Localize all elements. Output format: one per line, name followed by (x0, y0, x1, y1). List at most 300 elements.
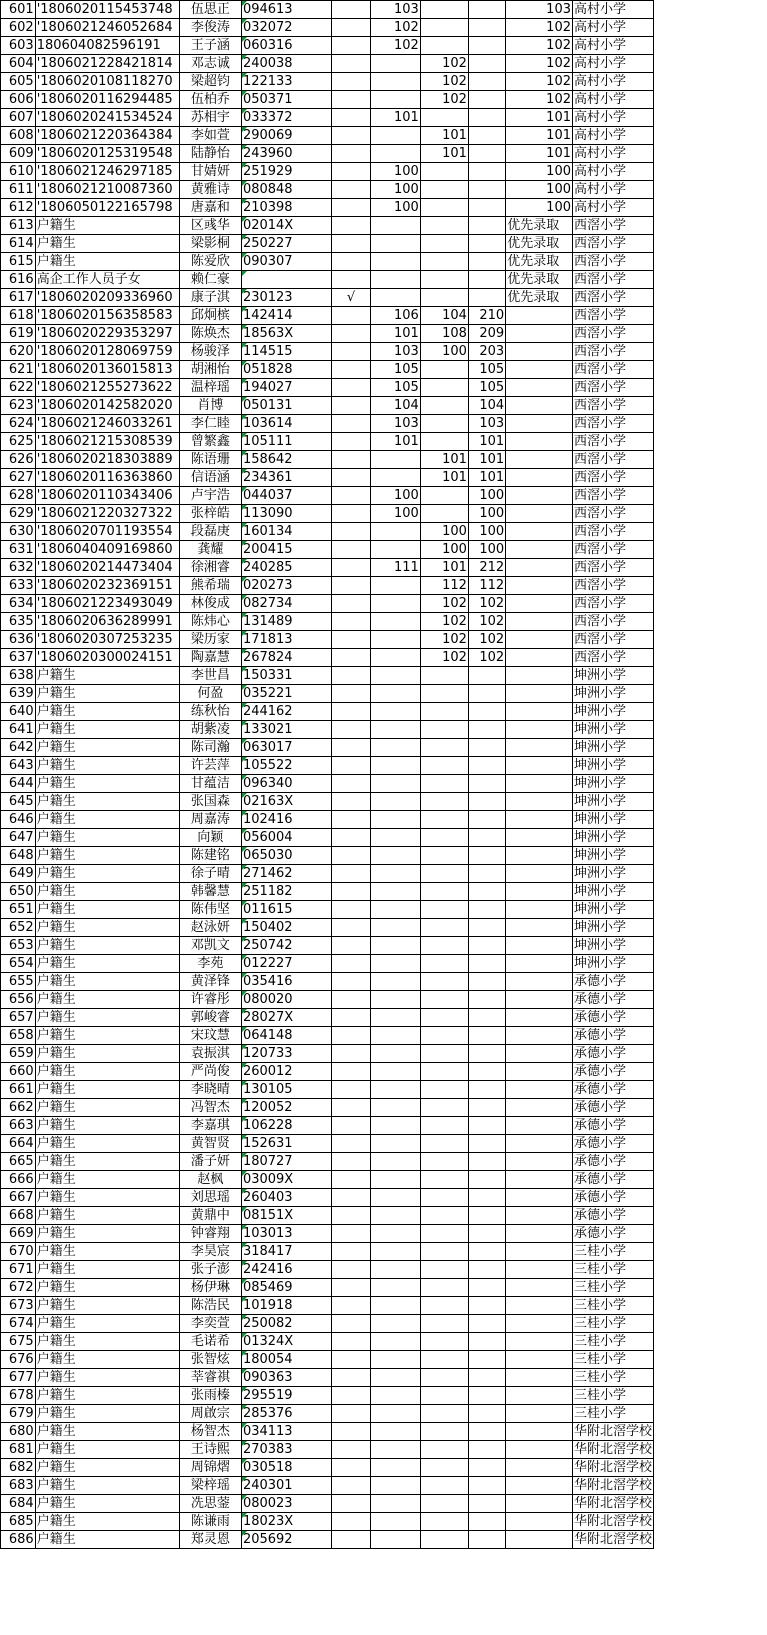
score-2-cell[interactable] (420, 1207, 468, 1225)
table-row[interactable] (1, 631, 767, 649)
student-name-cell[interactable]: 莘睿祺 (179, 1369, 241, 1387)
student-code-cell[interactable]: 18023X (241, 1513, 331, 1531)
row-number-cell[interactable]: 638 (1, 667, 36, 685)
student-code-cell[interactable]: 131489 (241, 613, 331, 631)
check-mark-cell[interactable] (332, 1027, 371, 1045)
score-1-cell[interactable] (370, 1279, 420, 1297)
student-id-cell[interactable]: 户籍生 (35, 217, 179, 235)
score-2-cell[interactable] (420, 757, 468, 775)
score-2-cell[interactable]: 104 (420, 307, 468, 325)
school-name-cell[interactable]: 三桂小学 (573, 1315, 654, 1333)
table-row[interactable] (1, 1279, 767, 1297)
total-score-cell[interactable] (468, 1045, 505, 1063)
total-score-cell[interactable]: 102 (468, 595, 505, 613)
row-number-cell[interactable]: 627 (1, 469, 36, 487)
check-mark-cell[interactable] (332, 361, 371, 379)
student-code-cell[interactable]: 044037 (241, 487, 331, 505)
student-code-cell[interactable]: 158642 (241, 451, 331, 469)
row-number-cell[interactable]: 651 (1, 901, 36, 919)
check-mark-cell[interactable] (332, 1459, 371, 1477)
table-row[interactable] (1, 739, 767, 757)
student-id-cell[interactable]: 户籍生 (35, 865, 179, 883)
student-code-cell[interactable]: 113090 (241, 505, 331, 523)
score-2-cell[interactable] (420, 775, 468, 793)
score-1-cell[interactable] (370, 1531, 420, 1549)
student-id-cell[interactable]: 户籍生 (35, 775, 179, 793)
check-mark-cell[interactable] (332, 1009, 371, 1027)
row-number-cell[interactable]: 618 (1, 307, 36, 325)
school-name-cell[interactable]: 承德小学 (573, 1153, 654, 1171)
student-code-cell[interactable]: 050371 (241, 91, 331, 109)
score-2-cell[interactable] (420, 1189, 468, 1207)
check-mark-cell[interactable] (332, 1495, 371, 1513)
total-score-cell[interactable] (468, 1207, 505, 1225)
student-name-cell[interactable]: 冼思蓥 (179, 1495, 241, 1513)
total-score-cell[interactable] (468, 739, 505, 757)
total-score-cell[interactable] (468, 271, 505, 289)
student-name-cell[interactable]: 李晓晴 (179, 1081, 241, 1099)
table-row[interactable] (1, 109, 767, 127)
check-mark-cell[interactable] (332, 721, 371, 739)
score-1-cell[interactable]: 100 (370, 487, 420, 505)
priority-note-cell[interactable] (506, 379, 573, 397)
student-code-cell[interactable]: 030518 (241, 1459, 331, 1477)
priority-note-cell[interactable] (506, 1243, 573, 1261)
score-1-cell[interactable] (370, 145, 420, 163)
score-2-cell[interactable] (420, 1315, 468, 1333)
student-code-cell[interactable]: 285376 (241, 1405, 331, 1423)
check-mark-cell[interactable] (332, 1243, 371, 1261)
score-1-cell[interactable] (370, 91, 420, 109)
total-score-cell[interactable]: 105 (468, 379, 505, 397)
check-mark-cell[interactable] (332, 973, 371, 991)
student-name-cell[interactable]: 康子淇 (179, 289, 241, 307)
student-id-cell[interactable]: 户籍生 (35, 1225, 179, 1243)
score-1-cell[interactable]: 103 (370, 1, 420, 19)
row-number-cell[interactable]: 647 (1, 829, 36, 847)
student-name-cell[interactable]: 邓志诚 (179, 55, 241, 73)
total-score-cell[interactable] (468, 1027, 505, 1045)
total-score-cell[interactable] (468, 1513, 505, 1531)
check-mark-cell[interactable] (332, 127, 371, 145)
student-name-cell[interactable]: 甘婧妍 (179, 163, 241, 181)
student-code-cell[interactable]: 242416 (241, 1261, 331, 1279)
student-name-cell[interactable]: 李俊涛 (179, 19, 241, 37)
row-number-cell[interactable]: 659 (1, 1045, 36, 1063)
row-number-cell[interactable]: 608 (1, 127, 36, 145)
check-mark-cell[interactable] (332, 739, 371, 757)
priority-note-cell[interactable] (506, 883, 573, 901)
student-code-cell[interactable]: 090363 (241, 1369, 331, 1387)
check-mark-cell[interactable] (332, 55, 371, 73)
score-1-cell[interactable]: 102 (370, 37, 420, 55)
priority-note-cell[interactable] (506, 325, 573, 343)
table-row[interactable] (1, 271, 767, 289)
student-code-cell[interactable] (241, 271, 331, 289)
student-name-cell[interactable]: 甘蕴洁 (179, 775, 241, 793)
score-1-cell[interactable] (370, 55, 420, 73)
total-score-cell[interactable] (468, 181, 505, 199)
student-code-cell[interactable]: 103013 (241, 1225, 331, 1243)
student-code-cell[interactable]: 205692 (241, 1531, 331, 1549)
student-name-cell[interactable]: 梁超钧 (179, 73, 241, 91)
total-score-cell[interactable]: 112 (468, 577, 505, 595)
student-code-cell[interactable]: 080020 (241, 991, 331, 1009)
school-name-cell[interactable]: 高村小学 (573, 181, 654, 199)
row-number-cell[interactable]: 630 (1, 523, 36, 541)
school-name-cell[interactable]: 坤洲小学 (573, 883, 654, 901)
score-1-cell[interactable]: 103 (370, 415, 420, 433)
score-2-cell[interactable] (420, 829, 468, 847)
score-2-cell[interactable]: 108 (420, 325, 468, 343)
row-number-cell[interactable]: 621 (1, 361, 36, 379)
student-id-cell[interactable]: '1806021220327322 (35, 505, 179, 523)
table-row[interactable] (1, 1441, 767, 1459)
student-id-cell[interactable]: '1806020115453748 (35, 1, 179, 19)
student-id-cell[interactable]: 户籍生 (35, 1423, 179, 1441)
score-1-cell[interactable] (370, 1225, 420, 1243)
score-1-cell[interactable]: 104 (370, 397, 420, 415)
check-mark-cell[interactable] (332, 955, 371, 973)
student-id-cell[interactable]: 户籍生 (35, 1297, 179, 1315)
priority-note-cell[interactable] (506, 973, 573, 991)
table-row[interactable] (1, 1117, 767, 1135)
student-name-cell[interactable]: 李仁睦 (179, 415, 241, 433)
score-1-cell[interactable] (370, 1117, 420, 1135)
row-number-cell[interactable]: 615 (1, 253, 36, 271)
check-mark-cell[interactable] (332, 541, 371, 559)
priority-note-cell[interactable] (506, 739, 573, 757)
school-name-cell[interactable]: 高村小学 (573, 19, 654, 37)
score-1-cell[interactable] (370, 271, 420, 289)
priority-note-cell[interactable] (506, 721, 573, 739)
score-1-cell[interactable] (370, 901, 420, 919)
score-2-cell[interactable] (420, 919, 468, 937)
priority-note-cell[interactable] (506, 343, 573, 361)
student-id-cell[interactable]: '1806020156358583 (35, 307, 179, 325)
student-name-cell[interactable]: 冯智杰 (179, 1099, 241, 1117)
row-number-cell[interactable]: 619 (1, 325, 36, 343)
total-score-cell[interactable]: 212 (468, 559, 505, 577)
total-score-cell[interactable] (468, 1495, 505, 1513)
table-row[interactable] (1, 1477, 767, 1495)
total-score-cell[interactable] (468, 217, 505, 235)
total-score-cell[interactable] (468, 109, 505, 127)
total-score-cell[interactable] (468, 757, 505, 775)
student-id-cell[interactable]: 户籍生 (35, 703, 179, 721)
student-code-cell[interactable]: 034113 (241, 1423, 331, 1441)
table-row[interactable] (1, 1153, 767, 1171)
table-row[interactable] (1, 163, 767, 181)
total-score-cell[interactable] (468, 883, 505, 901)
priority-note-cell[interactable] (506, 1333, 573, 1351)
total-score-cell[interactable]: 100 (468, 505, 505, 523)
student-id-cell[interactable]: 户籍生 (35, 1459, 179, 1477)
check-mark-cell[interactable] (332, 937, 371, 955)
score-2-cell[interactable] (420, 721, 468, 739)
row-number-cell[interactable]: 633 (1, 577, 36, 595)
school-name-cell[interactable]: 西滘小学 (573, 343, 654, 361)
row-number-cell[interactable]: 629 (1, 505, 36, 523)
student-code-cell[interactable]: 28027X (241, 1009, 331, 1027)
check-mark-cell[interactable] (332, 1045, 371, 1063)
score-2-cell[interactable] (420, 1117, 468, 1135)
student-code-cell[interactable]: 180054 (241, 1351, 331, 1369)
row-number-cell[interactable]: 603 (1, 37, 36, 55)
row-number-cell[interactable]: 649 (1, 865, 36, 883)
school-name-cell[interactable]: 高村小学 (573, 37, 654, 55)
school-name-cell[interactable]: 承德小学 (573, 1099, 654, 1117)
row-number-cell[interactable]: 670 (1, 1243, 36, 1261)
priority-note-cell[interactable]: 优先录取 (506, 217, 573, 235)
student-name-cell[interactable]: 陈爱欣 (179, 253, 241, 271)
table-row[interactable] (1, 1333, 767, 1351)
score-2-cell[interactable] (420, 1099, 468, 1117)
score-2-cell[interactable] (420, 379, 468, 397)
total-score-cell[interactable] (468, 1081, 505, 1099)
student-name-cell[interactable]: 曾繁鑫 (179, 433, 241, 451)
score-1-cell[interactable]: 111 (370, 559, 420, 577)
score-1-cell[interactable]: 105 (370, 379, 420, 397)
check-mark-cell[interactable] (332, 1405, 371, 1423)
priority-note-cell[interactable] (506, 991, 573, 1009)
student-id-cell[interactable]: 户籍生 (35, 1369, 179, 1387)
school-name-cell[interactable]: 三桂小学 (573, 1297, 654, 1315)
priority-note-cell[interactable] (506, 1045, 573, 1063)
priority-note-cell[interactable] (506, 1261, 573, 1279)
check-mark-cell[interactable] (332, 793, 371, 811)
score-2-cell[interactable] (420, 397, 468, 415)
total-score-cell[interactable] (468, 1405, 505, 1423)
priority-note-cell[interactable] (506, 1153, 573, 1171)
student-name-cell[interactable]: 温梓瑶 (179, 379, 241, 397)
student-id-cell[interactable]: '1806020209336960 (35, 289, 179, 307)
total-score-cell[interactable] (468, 1315, 505, 1333)
row-number-cell[interactable]: 644 (1, 775, 36, 793)
student-name-cell[interactable]: 张雨榛 (179, 1387, 241, 1405)
row-number-cell[interactable]: 636 (1, 631, 36, 649)
check-mark-cell[interactable]: √ (332, 289, 371, 307)
score-2-cell[interactable] (420, 1225, 468, 1243)
score-1-cell[interactable] (370, 595, 420, 613)
total-score-cell[interactable]: 105 (468, 361, 505, 379)
row-number-cell[interactable]: 653 (1, 937, 36, 955)
student-code-cell[interactable]: 094613 (241, 1, 331, 19)
table-row[interactable] (1, 91, 767, 109)
student-name-cell[interactable]: 杨骏泽 (179, 343, 241, 361)
school-name-cell[interactable]: 承德小学 (573, 1117, 654, 1135)
total-score-cell[interactable] (468, 253, 505, 271)
student-id-cell[interactable]: '1806021246297185 (35, 163, 179, 181)
table-row[interactable] (1, 1459, 767, 1477)
student-code-cell[interactable]: 105522 (241, 757, 331, 775)
score-2-cell[interactable] (420, 991, 468, 1009)
priority-note-cell[interactable] (506, 433, 573, 451)
score-2-cell[interactable] (420, 1171, 468, 1189)
check-mark-cell[interactable] (332, 667, 371, 685)
student-id-cell[interactable]: '1806020229353297 (35, 325, 179, 343)
priority-note-cell[interactable]: 优先录取 (506, 289, 573, 307)
school-name-cell[interactable]: 西滘小学 (573, 379, 654, 397)
student-name-cell[interactable]: 李昊宸 (179, 1243, 241, 1261)
score-2-cell[interactable] (420, 1027, 468, 1045)
priority-note-cell[interactable] (506, 757, 573, 775)
school-name-cell[interactable]: 三桂小学 (573, 1261, 654, 1279)
student-id-cell[interactable]: 户籍生 (35, 1315, 179, 1333)
student-id-cell[interactable]: '1806020142582020 (35, 397, 179, 415)
row-number-cell[interactable]: 628 (1, 487, 36, 505)
score-2-cell[interactable] (420, 1135, 468, 1153)
table-row[interactable] (1, 1351, 767, 1369)
priority-note-cell[interactable] (506, 361, 573, 379)
school-name-cell[interactable]: 高村小学 (573, 199, 654, 217)
student-name-cell[interactable]: 许芸萍 (179, 757, 241, 775)
score-1-cell[interactable] (370, 811, 420, 829)
student-name-cell[interactable]: 黄雅诗 (179, 181, 241, 199)
priority-note-cell[interactable] (506, 595, 573, 613)
table-row[interactable] (1, 1171, 767, 1189)
school-name-cell[interactable]: 承德小学 (573, 1225, 654, 1243)
school-name-cell[interactable]: 坤洲小学 (573, 955, 654, 973)
total-score-cell[interactable]: 102 (468, 631, 505, 649)
row-number-cell[interactable]: 685 (1, 1513, 36, 1531)
check-mark-cell[interactable] (332, 343, 371, 361)
school-name-cell[interactable]: 高村小学 (573, 55, 654, 73)
row-number-cell[interactable]: 676 (1, 1351, 36, 1369)
score-2-cell[interactable] (420, 1531, 468, 1549)
table-row[interactable] (1, 181, 767, 199)
score-1-cell[interactable] (370, 631, 420, 649)
score-1-cell[interactable] (370, 919, 420, 937)
row-number-cell[interactable]: 613 (1, 217, 36, 235)
score-1-cell[interactable] (370, 1369, 420, 1387)
priority-note-cell[interactable] (506, 397, 573, 415)
row-number-cell[interactable]: 610 (1, 163, 36, 181)
student-id-cell[interactable]: 户籍生 (35, 1189, 179, 1207)
priority-note-cell[interactable]: 100 (506, 163, 573, 181)
priority-note-cell[interactable] (506, 775, 573, 793)
priority-note-cell[interactable] (506, 703, 573, 721)
total-score-cell[interactable] (468, 145, 505, 163)
student-id-cell[interactable]: 户籍生 (35, 1351, 179, 1369)
student-code-cell[interactable]: 051828 (241, 361, 331, 379)
priority-note-cell[interactable] (506, 1009, 573, 1027)
score-1-cell[interactable] (370, 937, 420, 955)
total-score-cell[interactable] (468, 1135, 505, 1153)
school-name-cell[interactable]: 坤洲小学 (573, 775, 654, 793)
student-name-cell[interactable]: 熊希瑞 (179, 577, 241, 595)
student-id-cell[interactable]: 户籍生 (35, 919, 179, 937)
check-mark-cell[interactable] (332, 325, 371, 343)
school-name-cell[interactable]: 西滘小学 (573, 505, 654, 523)
student-id-cell[interactable]: 户籍生 (35, 1513, 179, 1531)
score-1-cell[interactable] (370, 1099, 420, 1117)
student-id-cell[interactable]: 户籍生 (35, 973, 179, 991)
table-row[interactable] (1, 235, 767, 253)
score-2-cell[interactable] (420, 109, 468, 127)
check-mark-cell[interactable] (332, 1063, 371, 1081)
score-2-cell[interactable] (420, 703, 468, 721)
score-1-cell[interactable] (370, 1441, 420, 1459)
priority-note-cell[interactable]: 102 (506, 37, 573, 55)
check-mark-cell[interactable] (332, 1387, 371, 1405)
score-2-cell[interactable] (420, 1333, 468, 1351)
priority-note-cell[interactable] (506, 1117, 573, 1135)
score-1-cell[interactable] (370, 523, 420, 541)
student-id-cell[interactable]: 户籍生 (35, 1531, 179, 1549)
table-row[interactable] (1, 289, 767, 307)
table-row[interactable] (1, 1081, 767, 1099)
school-name-cell[interactable]: 坤洲小学 (573, 901, 654, 919)
student-code-cell[interactable]: 295519 (241, 1387, 331, 1405)
total-score-cell[interactable] (468, 1297, 505, 1315)
check-mark-cell[interactable] (332, 37, 371, 55)
total-score-cell[interactable] (468, 865, 505, 883)
table-row[interactable] (1, 1315, 767, 1333)
check-mark-cell[interactable] (332, 379, 371, 397)
table-row[interactable] (1, 55, 767, 73)
score-2-cell[interactable]: 102 (420, 595, 468, 613)
score-2-cell[interactable] (420, 1495, 468, 1513)
student-id-cell[interactable]: 户籍生 (35, 1387, 179, 1405)
student-code-cell[interactable]: 260403 (241, 1189, 331, 1207)
student-id-cell[interactable]: '1806021215308539 (35, 433, 179, 451)
row-number-cell[interactable]: 681 (1, 1441, 36, 1459)
score-2-cell[interactable]: 101 (420, 469, 468, 487)
score-2-cell[interactable] (420, 415, 468, 433)
score-2-cell[interactable]: 102 (420, 73, 468, 91)
check-mark-cell[interactable] (332, 271, 371, 289)
school-name-cell[interactable]: 华附北滘学校 (574, 1478, 653, 1493)
school-name-cell[interactable]: 三桂小学 (573, 1387, 654, 1405)
score-2-cell[interactable]: 102 (420, 91, 468, 109)
school-name-cell[interactable]: 西滘小学 (573, 523, 654, 541)
score-1-cell[interactable] (370, 1351, 420, 1369)
check-mark-cell[interactable] (332, 703, 371, 721)
priority-note-cell[interactable] (506, 469, 573, 487)
school-name-cell[interactable]: 三桂小学 (573, 1279, 654, 1297)
table-row[interactable] (1, 1207, 767, 1225)
total-score-cell[interactable] (468, 811, 505, 829)
school-name-cell[interactable]: 坤洲小学 (573, 937, 654, 955)
check-mark-cell[interactable] (332, 1369, 371, 1387)
student-name-cell[interactable]: 陈建铭 (179, 847, 241, 865)
check-mark-cell[interactable] (332, 1423, 371, 1441)
student-name-cell[interactable]: 苏相宇 (179, 109, 241, 127)
student-name-cell[interactable]: 段磊庚 (179, 523, 241, 541)
student-code-cell[interactable]: 082734 (241, 595, 331, 613)
table-row[interactable] (1, 1387, 767, 1405)
table-row[interactable] (1, 307, 767, 325)
school-name-cell[interactable]: 西滘小学 (573, 415, 654, 433)
student-id-cell[interactable]: '1806020128069759 (35, 343, 179, 361)
table-row[interactable] (1, 829, 767, 847)
table-row[interactable] (1, 1423, 767, 1441)
school-name-cell[interactable]: 坤洲小学 (573, 685, 654, 703)
row-number-cell[interactable]: 631 (1, 541, 36, 559)
check-mark-cell[interactable] (332, 577, 371, 595)
score-2-cell[interactable] (420, 685, 468, 703)
school-name-cell[interactable]: 坤洲小学 (573, 739, 654, 757)
school-name-cell[interactable]: 高村小学 (573, 163, 654, 181)
score-2-cell[interactable] (420, 937, 468, 955)
student-code-cell[interactable]: 230123 (241, 289, 331, 307)
check-mark-cell[interactable] (332, 991, 371, 1009)
student-code-cell[interactable]: 318417 (241, 1243, 331, 1261)
student-id-cell[interactable]: '1806020701193554 (35, 523, 179, 541)
student-name-cell[interactable]: 许睿彤 (179, 991, 241, 1009)
score-1-cell[interactable] (370, 847, 420, 865)
